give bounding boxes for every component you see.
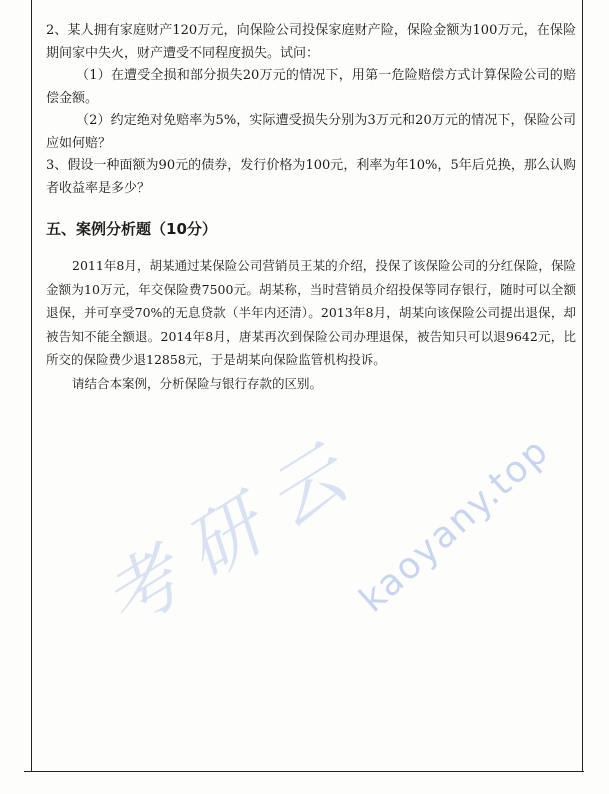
document-body xyxy=(46,20,576,395)
case-paragraph: 2011年8月，胡某通过某保险公司营销员王某的介绍，投保了该保险公司的分红保险，保险金额为10万元，年交保险费7500元。胡某称，当时营销员介绍投保等同存银行，随时可以全额退保，并可享受70%的无息贷款（半年内还清）。2013年8月，胡某向该保险公司提出退保，却被告知不能全额退。2014年8月，唐某再次到保险公司办理退保，被告知只可以退9642元，比所交的保险费少退12858元，于是胡某向保险监管机构投诉。 xyxy=(46,258,576,367)
case-prompt: 请结合本案例，分析保险与银行存款的区别。 xyxy=(72,375,323,391)
watermark-url: kaoyany.top xyxy=(352,430,558,621)
case-study xyxy=(46,254,576,395)
section-heading: 五、案例分析题（10分） xyxy=(46,220,217,238)
left-border-line xyxy=(31,0,32,772)
question-2: 2、某人拥有家庭财产120万元，向保险公司投保家庭财产险，保险金额为100万元，在保险期间家中失火，财产遭受不同程度损失。试问： xyxy=(46,23,576,61)
bottom-border-line xyxy=(24,771,584,772)
question-2-part-2: （2）约定绝对免赔率为5%，实际遭受损失分别为3万元和20万元的情况下，保险公司应如何赔？ xyxy=(46,113,576,151)
question-3: 3、假设一种面额为90元的债券，发行价格为100元，利率为年10%，5年后兑换，那么认购者收益率是多少？ xyxy=(46,158,576,196)
watermark-chinese: 考研云 xyxy=(88,420,379,647)
right-border-line xyxy=(582,0,583,772)
question-2-part-1: （1）在遭受全损和部分损失20万元的情况下，用第一危险赔偿方式计算保险公司的赔偿金额。 xyxy=(46,68,576,106)
